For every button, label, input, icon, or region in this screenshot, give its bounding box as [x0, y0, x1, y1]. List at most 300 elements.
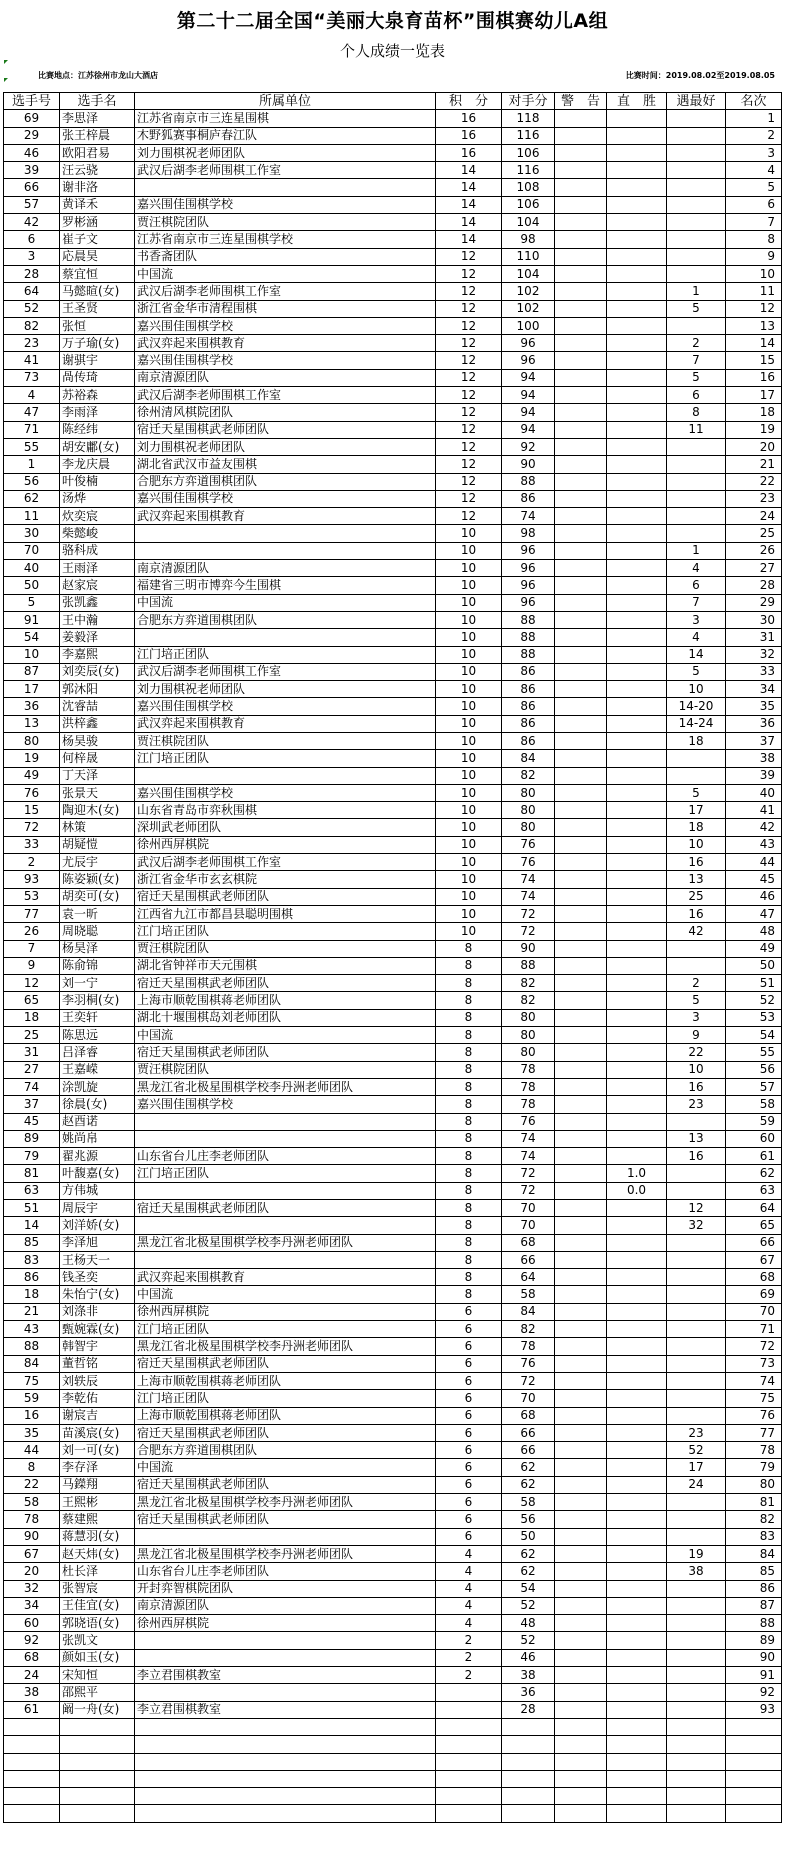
cell-affiliation: 上海市顺乾围棋蒋老师团队 — [135, 1372, 436, 1389]
cell-score: 10 — [436, 629, 502, 646]
cell-player-number: 91 — [4, 611, 60, 628]
cell-best-encounter: 11 — [667, 421, 726, 438]
cell-player-name: 赵酉诺 — [60, 1113, 135, 1130]
cell-opponent-score: 82 — [502, 992, 555, 1009]
cell-warning — [555, 1355, 607, 1372]
cell-warning — [555, 802, 607, 819]
cell-player-name: 马鑅翔 — [60, 1476, 135, 1493]
table-row — [4, 992, 782, 1009]
cell-rank: 69 — [726, 1286, 782, 1303]
cell-warning — [555, 732, 607, 749]
cell-player-number: 29 — [4, 127, 60, 144]
cell-score — [436, 1701, 502, 1718]
cell-affiliation: 黑龙江省北极星围棋学校李丹洲老师团队 — [135, 1545, 436, 1562]
cell-player-number: 30 — [4, 525, 60, 542]
cell-score: 10 — [436, 611, 502, 628]
cell-warning — [555, 421, 607, 438]
cell-score: 14 — [436, 231, 502, 248]
table-row — [4, 957, 782, 974]
cell-affiliation: 上海市顺乾围棋蒋老师团队 — [135, 992, 436, 1009]
cell-best-encounter — [667, 110, 726, 127]
table-row — [4, 1597, 782, 1614]
cell-affiliation — [135, 1113, 436, 1130]
cell-direct-win — [607, 1096, 667, 1113]
cell-best-encounter: 10 — [667, 681, 726, 698]
cell-direct-win — [607, 1200, 667, 1217]
cell-player-number: 2 — [4, 854, 60, 871]
cell-warning — [555, 335, 607, 352]
cell-direct-win — [607, 1027, 667, 1044]
empty-cell — [4, 1770, 60, 1787]
cell-player-name: 袁一昕 — [60, 905, 135, 922]
cell-best-encounter: 5 — [667, 992, 726, 1009]
cell-direct-win — [607, 456, 667, 473]
cell-player-name: 阚一舟(女) — [60, 1701, 135, 1718]
cell-rank: 36 — [726, 715, 782, 732]
cell-rank: 60 — [726, 1130, 782, 1147]
cell-direct-win — [607, 300, 667, 317]
cell-opponent-score: 94 — [502, 369, 555, 386]
cell-opponent-score: 106 — [502, 196, 555, 213]
cell-opponent-score: 72 — [502, 1182, 555, 1199]
cell-rank: 55 — [726, 1044, 782, 1061]
cell-opponent-score: 100 — [502, 317, 555, 334]
cell-opponent-score: 72 — [502, 905, 555, 922]
cell-score: 12 — [436, 508, 502, 525]
cell-player-number: 66 — [4, 179, 60, 196]
table-row — [4, 1545, 782, 1562]
cell-score: 6 — [436, 1511, 502, 1528]
cell-warning — [555, 836, 607, 853]
empty-row — [4, 1753, 782, 1770]
cell-player-name: 张智宸 — [60, 1580, 135, 1597]
cell-best-encounter — [667, 265, 726, 282]
cell-affiliation — [135, 1684, 436, 1701]
cell-player-number: 22 — [4, 1476, 60, 1493]
table-row — [4, 577, 782, 594]
cell-player-name: 刘一可(女) — [60, 1442, 135, 1459]
table-row — [4, 594, 782, 611]
cell-affiliation: 武汉后湖李老师围棋工作室 — [135, 663, 436, 680]
cell-player-number: 33 — [4, 836, 60, 853]
cell-player-number: 24 — [4, 1667, 60, 1684]
cell-affiliation — [135, 1130, 436, 1147]
cell-opponent-score: 80 — [502, 1027, 555, 1044]
cell-direct-win — [607, 335, 667, 352]
cell-best-encounter — [667, 1580, 726, 1597]
cell-affiliation: 徐州西屏棋院 — [135, 1303, 436, 1320]
cell-score: 10 — [436, 888, 502, 905]
cell-rank: 79 — [726, 1459, 782, 1476]
cell-warning — [555, 1684, 607, 1701]
cell-opponent-score: 86 — [502, 681, 555, 698]
cell-opponent-score: 74 — [502, 508, 555, 525]
cell-affiliation: 贾汪棋院团队 — [135, 732, 436, 749]
cell-rank: 8 — [726, 231, 782, 248]
cell-affiliation: 宿迁天星围棋武老师团队 — [135, 975, 436, 992]
cell-best-encounter: 4 — [667, 560, 726, 577]
cell-rank: 42 — [726, 819, 782, 836]
cell-best-encounter: 16 — [667, 1148, 726, 1165]
table-row — [4, 923, 782, 940]
cell-best-encounter: 16 — [667, 854, 726, 871]
cell-rank: 91 — [726, 1667, 782, 1684]
cell-rank: 32 — [726, 646, 782, 663]
cell-player-name: 林策 — [60, 819, 135, 836]
cell-rank: 59 — [726, 1113, 782, 1130]
cell-player-number: 89 — [4, 1130, 60, 1147]
cell-player-name: 李泽旭 — [60, 1234, 135, 1251]
cell-direct-win — [607, 1044, 667, 1061]
cell-best-encounter: 22 — [667, 1044, 726, 1061]
cell-rank: 26 — [726, 542, 782, 559]
cell-affiliation: 武汉后湖李老师围棋工作室 — [135, 854, 436, 871]
empty-row — [4, 1770, 782, 1787]
cell-direct-win — [607, 1442, 667, 1459]
cell-direct-win — [607, 905, 667, 922]
table-row — [4, 473, 782, 490]
cell-opponent-score: 88 — [502, 629, 555, 646]
cell-direct-win — [607, 732, 667, 749]
cell-affiliation: 合肥东方弈道围棋团队 — [135, 473, 436, 490]
cell-player-name: 王熙彬 — [60, 1494, 135, 1511]
table-row — [4, 1027, 782, 1044]
cell-rank: 72 — [726, 1338, 782, 1355]
cell-best-encounter — [667, 1234, 726, 1251]
cell-best-encounter — [667, 940, 726, 957]
cell-best-encounter: 12 — [667, 1200, 726, 1217]
cell-opponent-score: 74 — [502, 1130, 555, 1147]
cell-direct-win — [607, 560, 667, 577]
cell-rank: 39 — [726, 767, 782, 784]
cell-player-name: 姜毅泽 — [60, 629, 135, 646]
cell-player-name: 苏裕森 — [60, 387, 135, 404]
empty-cell — [667, 1770, 726, 1787]
empty-cell — [436, 1736, 502, 1753]
cell-player-number: 56 — [4, 473, 60, 490]
cell-affiliation: 武汉弈起来围棋教育 — [135, 508, 436, 525]
cell-direct-win — [607, 369, 667, 386]
cell-affiliation — [135, 1649, 436, 1666]
empty-cell — [502, 1805, 555, 1822]
cell-affiliation: 湖北十堰围棋岛刘老师团队 — [135, 1009, 436, 1026]
cell-affiliation: 开封弈智棋院团队 — [135, 1580, 436, 1597]
cell-direct-win — [607, 508, 667, 525]
cell-score: 14 — [436, 162, 502, 179]
cell-score: 8 — [436, 1165, 502, 1182]
cell-direct-win — [607, 1009, 667, 1026]
table-row — [4, 1061, 782, 1078]
cell-direct-win — [607, 594, 667, 611]
table-row — [4, 162, 782, 179]
cell-player-number: 53 — [4, 888, 60, 905]
cell-player-name: 陈俞锦 — [60, 957, 135, 974]
cell-score: 8 — [436, 1269, 502, 1286]
cell-opponent-score: 94 — [502, 421, 555, 438]
cell-score: 10 — [436, 663, 502, 680]
cell-warning — [555, 404, 607, 421]
cell-affiliation — [135, 1251, 436, 1268]
cell-best-encounter — [667, 750, 726, 767]
empty-cell — [4, 1718, 60, 1735]
cell-rank: 17 — [726, 387, 782, 404]
cell-score: 14 — [436, 196, 502, 213]
cell-score: 10 — [436, 594, 502, 611]
cell-rank: 45 — [726, 871, 782, 888]
table-row — [4, 629, 782, 646]
cell-warning — [555, 1165, 607, 1182]
cell-rank: 43 — [726, 836, 782, 853]
cell-best-encounter — [667, 1321, 726, 1338]
cell-rank: 1 — [726, 110, 782, 127]
cell-affiliation: 浙江省金华市清程围棋 — [135, 300, 436, 317]
cell-player-name: 颜如玉(女) — [60, 1649, 135, 1666]
cell-affiliation — [135, 525, 436, 542]
table-row — [4, 698, 782, 715]
cell-score: 10 — [436, 905, 502, 922]
cell-score: 10 — [436, 732, 502, 749]
cell-direct-win — [607, 767, 667, 784]
cell-player-number: 37 — [4, 1096, 60, 1113]
cell-rank: 35 — [726, 698, 782, 715]
cell-player-name: 李乾佑 — [60, 1390, 135, 1407]
cell-player-name: 苗溪宸(女) — [60, 1424, 135, 1441]
cell-score: 4 — [436, 1580, 502, 1597]
cell-player-name: 丁天泽 — [60, 767, 135, 784]
cell-direct-win — [607, 248, 667, 265]
cell-player-name: 郭晓语(女) — [60, 1615, 135, 1632]
cell-direct-win — [607, 888, 667, 905]
empty-row — [4, 1718, 782, 1735]
cell-player-name: 胡安鄘(女) — [60, 438, 135, 455]
cell-score: 4 — [436, 1545, 502, 1562]
empty-row — [4, 1736, 782, 1753]
table-row — [4, 1182, 782, 1199]
cell-opponent-score: 62 — [502, 1476, 555, 1493]
cell-affiliation: 嘉兴围佳围棋学校 — [135, 317, 436, 334]
cell-player-number: 52 — [4, 300, 60, 317]
table-row — [4, 1078, 782, 1095]
cell-player-number: 7 — [4, 940, 60, 957]
table-row — [4, 888, 782, 905]
cell-rank: 88 — [726, 1615, 782, 1632]
cell-direct-win — [607, 352, 667, 369]
cell-best-encounter — [667, 1684, 726, 1701]
cell-score: 8 — [436, 957, 502, 974]
cell-player-number: 50 — [4, 577, 60, 594]
cell-player-name: 胡疑愷 — [60, 836, 135, 853]
cell-rank: 12 — [726, 300, 782, 317]
cell-opponent-score: 90 — [502, 940, 555, 957]
cell-player-name: 尤辰宇 — [60, 854, 135, 871]
cell-player-name: 洪梓鑫 — [60, 715, 135, 732]
cell-warning — [555, 1372, 607, 1389]
cell-player-number: 58 — [4, 1494, 60, 1511]
cell-player-name: 涂凯旋 — [60, 1078, 135, 1095]
cell-warning — [555, 1321, 607, 1338]
cell-warning — [555, 1338, 607, 1355]
cell-warning — [555, 456, 607, 473]
cell-player-number: 82 — [4, 317, 60, 334]
cell-direct-win — [607, 1476, 667, 1493]
cell-affiliation: 南京清源团队 — [135, 1597, 436, 1614]
cell-player-number: 5 — [4, 594, 60, 611]
cell-warning — [555, 715, 607, 732]
cell-direct-win — [607, 611, 667, 628]
cell-player-name: 方伟城 — [60, 1182, 135, 1199]
cell-player-name: 陈思远 — [60, 1027, 135, 1044]
cell-opponent-score: 116 — [502, 162, 555, 179]
cell-rank: 54 — [726, 1027, 782, 1044]
cell-player-name: 刘洋娇(女) — [60, 1217, 135, 1234]
cell-opponent-score: 58 — [502, 1494, 555, 1511]
cell-rank: 41 — [726, 802, 782, 819]
cell-score: 8 — [436, 1148, 502, 1165]
cell-affiliation: 嘉兴围佳围棋学校 — [135, 196, 436, 213]
cell-player-name: 张王梓晨 — [60, 127, 135, 144]
table-row — [4, 179, 782, 196]
cell-warning — [555, 317, 607, 334]
cell-affiliation: 黑龙江省北极星围棋学校李丹洲老师团队 — [135, 1234, 436, 1251]
cell-best-encounter — [667, 508, 726, 525]
cell-opponent-score: 28 — [502, 1701, 555, 1718]
table-row — [4, 975, 782, 992]
cell-best-encounter — [667, 1494, 726, 1511]
cell-best-encounter: 6 — [667, 577, 726, 594]
cell-player-number: 93 — [4, 871, 60, 888]
cell-opponent-score: 78 — [502, 1096, 555, 1113]
cell-player-name: 叶馥嘉(女) — [60, 1165, 135, 1182]
cell-rank: 70 — [726, 1303, 782, 1320]
cell-score: 12 — [436, 490, 502, 507]
cell-affiliation: 嘉兴围佳围棋学校 — [135, 352, 436, 369]
cell-direct-win — [607, 854, 667, 871]
cell-player-name: 李雨泽 — [60, 404, 135, 421]
cell-best-encounter — [667, 1113, 726, 1130]
cell-warning — [555, 1528, 607, 1545]
cell-opponent-score: 86 — [502, 490, 555, 507]
cell-warning — [555, 1459, 607, 1476]
cell-direct-win — [607, 1684, 667, 1701]
cell-player-number: 49 — [4, 767, 60, 784]
cell-direct-win — [607, 1338, 667, 1355]
cell-opponent-score: 86 — [502, 715, 555, 732]
cell-score: 12 — [436, 421, 502, 438]
cell-warning — [555, 144, 607, 161]
cell-rank: 5 — [726, 179, 782, 196]
cell-rank: 21 — [726, 456, 782, 473]
cell-player-number: 15 — [4, 802, 60, 819]
cell-rank: 89 — [726, 1632, 782, 1649]
cell-affiliation — [135, 542, 436, 559]
cell-rank: 37 — [726, 732, 782, 749]
cell-direct-win — [607, 681, 667, 698]
cell-affiliation: 中国流 — [135, 1027, 436, 1044]
cell-rank: 44 — [726, 854, 782, 871]
cell-rank: 81 — [726, 1494, 782, 1511]
cell-warning — [555, 560, 607, 577]
cell-rank: 28 — [726, 577, 782, 594]
cell-score: 6 — [436, 1494, 502, 1511]
cell-direct-win — [607, 923, 667, 940]
cell-direct-win — [607, 196, 667, 213]
cell-player-name: 蔡宜恒 — [60, 265, 135, 282]
cell-opponent-score: 68 — [502, 1407, 555, 1424]
empty-cell — [667, 1805, 726, 1822]
cell-warning — [555, 490, 607, 507]
cell-score: 10 — [436, 681, 502, 698]
table-row — [4, 1701, 782, 1718]
cell-warning — [555, 1027, 607, 1044]
cell-affiliation: 合肥东方弈道围棋团队 — [135, 1442, 436, 1459]
cell-player-name: 骆科成 — [60, 542, 135, 559]
cell-opponent-score: 104 — [502, 214, 555, 231]
table-row — [4, 1234, 782, 1251]
cell-warning — [555, 214, 607, 231]
cell-rank: 87 — [726, 1597, 782, 1614]
cell-player-number: 25 — [4, 1027, 60, 1044]
cell-best-encounter: 2 — [667, 975, 726, 992]
table-row — [4, 1442, 782, 1459]
cell-opponent-score: 76 — [502, 1113, 555, 1130]
cell-score: 10 — [436, 784, 502, 801]
table-row — [4, 525, 782, 542]
table-row — [4, 283, 782, 300]
cell-affiliation: 江苏省南京市三连星围棋 — [135, 110, 436, 127]
cell-rank: 40 — [726, 784, 782, 801]
empty-cell — [60, 1770, 135, 1787]
cell-warning — [555, 871, 607, 888]
cell-opponent-score: 66 — [502, 1251, 555, 1268]
cell-direct-win — [607, 1217, 667, 1234]
cell-opponent-score: 88 — [502, 646, 555, 663]
cell-score: 8 — [436, 1113, 502, 1130]
cell-player-name: 黄译禾 — [60, 196, 135, 213]
cell-player-name: 李嘉熙 — [60, 646, 135, 663]
cell-affiliation: 浙江省金华市玄玄棋院 — [135, 871, 436, 888]
cell-score: 2 — [436, 1632, 502, 1649]
results-body — [4, 110, 782, 1822]
cell-player-number: 74 — [4, 1078, 60, 1095]
cell-warning — [555, 923, 607, 940]
cell-best-encounter — [667, 1649, 726, 1666]
cell-best-encounter — [667, 456, 726, 473]
table-row — [4, 1580, 782, 1597]
cell-player-name: 杜长泽 — [60, 1563, 135, 1580]
cell-score: 6 — [436, 1390, 502, 1407]
cell-player-name: 马懿暄(女) — [60, 283, 135, 300]
empty-cell — [607, 1736, 667, 1753]
cell-player-number: 19 — [4, 750, 60, 767]
empty-cell — [60, 1718, 135, 1735]
cell-player-number: 90 — [4, 1528, 60, 1545]
cell-direct-win — [607, 473, 667, 490]
cell-score: 8 — [436, 1096, 502, 1113]
cell-opponent-score: 104 — [502, 265, 555, 282]
cell-best-encounter — [667, 1701, 726, 1718]
cell-player-number: 11 — [4, 508, 60, 525]
cell-score: 10 — [436, 715, 502, 732]
cell-warning — [555, 179, 607, 196]
cell-best-encounter: 10 — [667, 1061, 726, 1078]
cell-best-encounter — [667, 1632, 726, 1649]
header-opponent-score: 对手分 — [502, 93, 555, 110]
cell-rank: 30 — [726, 611, 782, 628]
cell-direct-win — [607, 1113, 667, 1130]
cell-score: 6 — [436, 1355, 502, 1372]
table-row — [4, 1684, 782, 1701]
cell-direct-win — [607, 421, 667, 438]
